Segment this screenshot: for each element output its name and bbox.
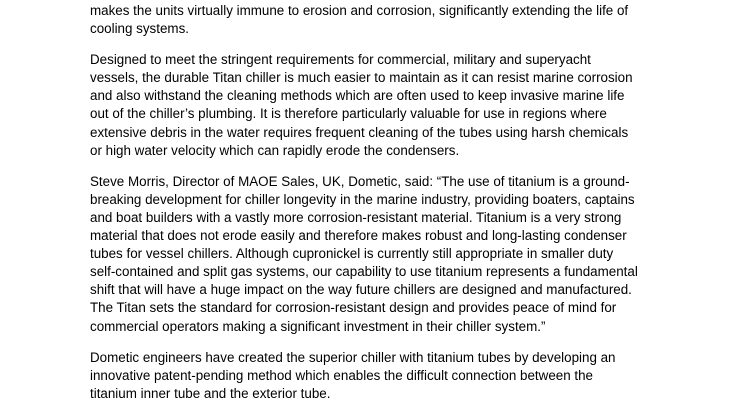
text-line: commercial operators making a significant investment in their chiller system.” (90, 318, 546, 334)
text-line: or high water velocity which can rapidly erode the condensers. (90, 142, 460, 158)
paragraph-engineering-method (90, 349, 658, 403)
text-line: extensive debris in the water requires frequent cleaning of the tubes using harsh chemicals (90, 124, 629, 140)
text-line: Dometic engineers have created the superior chiller with titanium tubes by developing an (90, 349, 616, 365)
text-line: breaking development for chiller longevity in the marine industry, providing boaters, captains (90, 191, 635, 207)
paragraph-titan-design (90, 51, 658, 160)
text-line: and boat builders with a vastly more corrosion-resistant material. Titanium is a very strong (90, 209, 622, 225)
text-line: Steve Morris, Director of MAOE Sales, UK, Dometic, said: “The use of titanium is a ground- (90, 173, 630, 189)
document-body (90, 2, 658, 403)
text-line: material that does not erode easily and therefore makes robust and long-lasting condenser (90, 228, 627, 244)
text-line: tubes for vessel chillers. Although cupronickel is currently still appropriate in smaller duty (90, 246, 614, 262)
paragraph-spacer (90, 38, 658, 51)
paragraph-spacer (90, 160, 658, 173)
text-line: shift that will have a huge impact on the way future chillers are designed and manufactured. (90, 282, 632, 298)
text-line: The Titan sets the standard for corrosion-resistant design and provides peace of mind for (90, 300, 617, 316)
text-line: out of the chiller’s plumbing. It is therefore particularly valuable for use in regions where (90, 106, 607, 122)
text-line: self-contained and split gas systems, our capability to use titanium represents a fundamental (90, 264, 638, 280)
paragraph-quote-steve-morris (90, 173, 658, 336)
text-line: Designed to meet the stringent requirements for commercial, military and superyacht (90, 52, 591, 68)
text-line: and also withstand the cleaning methods which are often used to keep invasive marine life (90, 88, 625, 104)
text-line: innovative patent-pending method which enables the difficult connection between the (90, 367, 593, 383)
paragraph-titanium-immunity (90, 2, 658, 38)
text-line: titanium inner tube and the exterior tube. (90, 385, 331, 401)
text-line: cooling systems. (90, 21, 189, 37)
text-line: makes the units virtually immune to erosion and corrosion, significantly extending the life of (90, 3, 629, 18)
text-line: vessels, the durable Titan chiller is much easier to maintain as it can resist marine corrosion (90, 70, 633, 86)
paragraph-spacer (90, 336, 658, 349)
